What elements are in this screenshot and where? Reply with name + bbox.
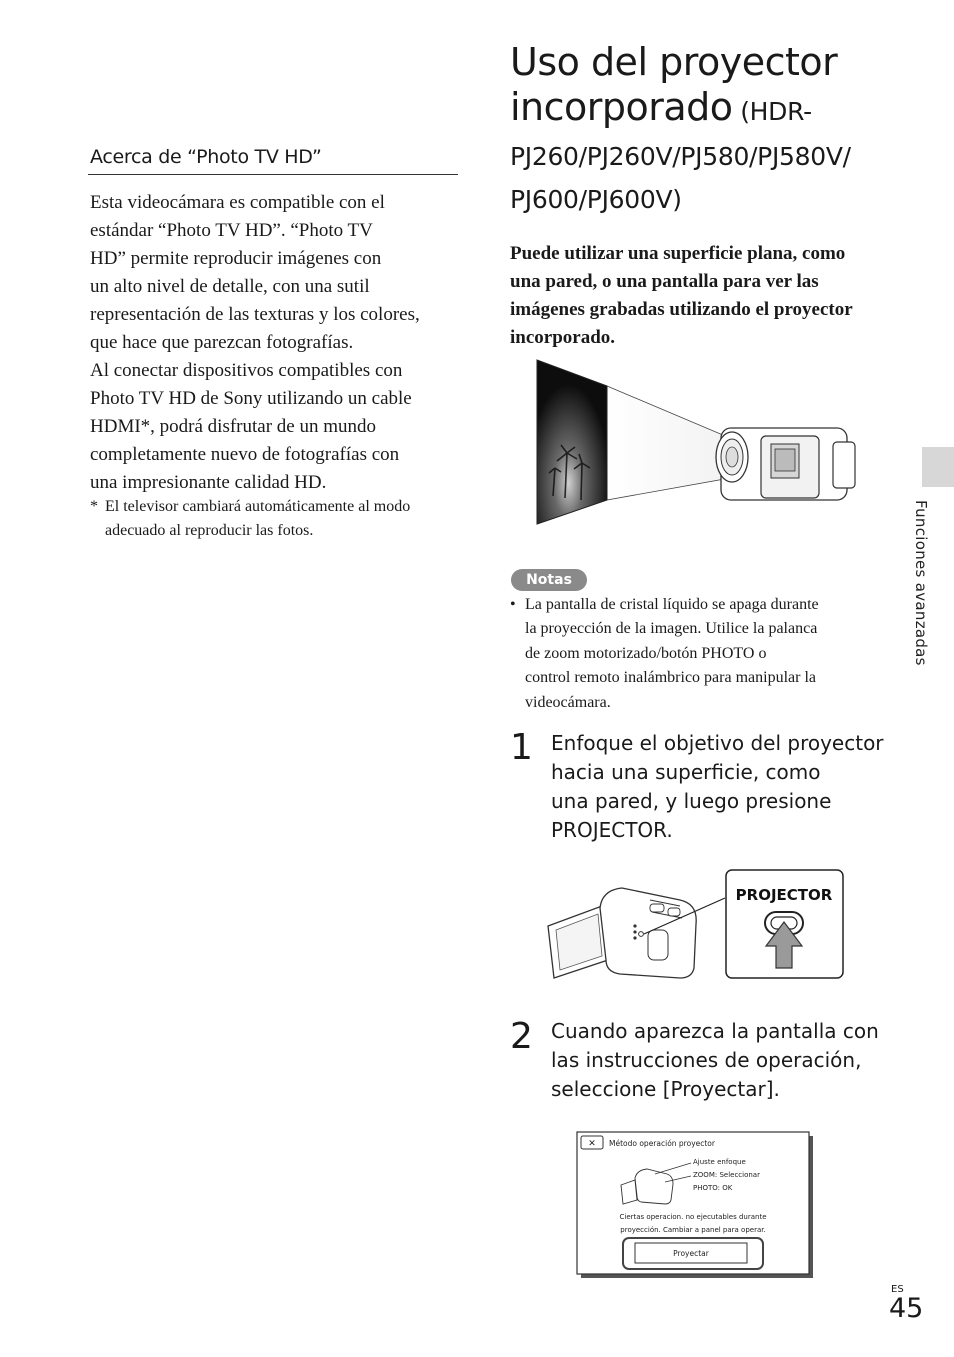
- body-line: completamente nuevo de fotografías con: [90, 444, 400, 465]
- body-line: HD” permite reproducir imágenes con: [90, 248, 382, 269]
- step-line: Enfoque el objetivo del proyector: [551, 731, 884, 755]
- projector-button-label: PROJECTOR: [735, 886, 833, 904]
- section-divider: [88, 174, 458, 175]
- lcd-screen-drawing: [575, 1130, 815, 1280]
- body-line: representación de las texturas y los colores,: [90, 304, 420, 325]
- projector-drawing: [535, 358, 865, 528]
- note-line: videocámara.: [525, 693, 611, 711]
- intro-line: Puede utilizar una superficie plana, como: [510, 243, 846, 264]
- note-line: La pantalla de cristal líquido se apaga durante: [525, 596, 819, 613]
- step-line: las instrucciones de operación,: [551, 1048, 862, 1072]
- intro-line: incorporado.: [510, 327, 616, 348]
- screen-illustration: [575, 1130, 815, 1280]
- bullet-icon: •: [510, 596, 516, 613]
- title-model-line: PJ260/PJ260V/PJ580/PJ580V/: [510, 142, 851, 171]
- close-symbol: ✕: [588, 1139, 596, 1149]
- camera-illustration: [540, 868, 850, 983]
- screen-info-line: PHOTO: OK: [693, 1184, 733, 1192]
- body-line: que hace que parezcan fotografías.: [90, 332, 354, 353]
- page-title: [510, 40, 930, 223]
- title-line: incorporado: [510, 85, 733, 129]
- screen-header: Método operación proyector: [609, 1139, 715, 1148]
- proyectar-button-label: Proyectar: [673, 1249, 709, 1258]
- screen-info-line: Ajuste enfoque: [693, 1158, 746, 1166]
- screen-info-line: ZOOM: Seleccionar: [693, 1171, 760, 1179]
- notes-badge: Notas: [511, 569, 587, 591]
- footnote-mark: *: [90, 498, 98, 515]
- body-line: estándar “Photo TV HD”. “Photo TV: [90, 220, 373, 241]
- footnote-line: adecuado al reproducir las fotos.: [105, 522, 314, 539]
- side-section-label: [912, 500, 936, 700]
- screen-warning-line: proyección. Cambiar a panel para operar.: [620, 1226, 766, 1234]
- step-line: Cuando aparezca la pantalla con: [551, 1019, 879, 1043]
- title-line: Uso del proyector: [510, 40, 838, 84]
- footnote: [90, 495, 462, 543]
- step-number: 2: [510, 1016, 533, 1057]
- body-line: Photo TV HD de Sony utilizando un cable: [90, 388, 412, 409]
- screen-warning-line: Ciertas operacion. no ejecutables durante: [619, 1213, 767, 1221]
- projector-illustration: [535, 358, 865, 528]
- step-line: una pared, y luego presione: [551, 789, 832, 813]
- step-line: hacia una superficie, como: [551, 760, 821, 784]
- note-item: [510, 593, 870, 715]
- section-heading: Acerca de “Photo TV HD”: [90, 146, 322, 168]
- body-line: HDMI*, podrá disfrutar de un mundo: [90, 416, 377, 437]
- step-number: 1: [510, 727, 533, 768]
- side-label-text: Funciones avanzadas: [912, 500, 930, 666]
- title-model-line: PJ600/PJ600V): [510, 185, 682, 214]
- title-model: (HDR-: [732, 97, 812, 126]
- page-number: 45: [889, 1293, 924, 1324]
- language-code: ES: [891, 1284, 904, 1295]
- intro-text: [510, 240, 890, 352]
- camera-drawing: [540, 868, 850, 983]
- section-tab: [922, 447, 954, 487]
- intro-line: una pared, o una pantalla para ver las: [510, 271, 819, 292]
- note-line: control remoto inalámbrico para manipular la: [525, 669, 816, 687]
- body-line: Al conectar dispositivos compatibles con: [90, 360, 403, 381]
- step-line: seleccione [Proyectar].: [551, 1077, 780, 1101]
- step-instruction: [551, 729, 886, 845]
- intro-line: imágenes grabadas utilizando el proyector: [510, 299, 853, 320]
- footnote-line: El televisor cambiará automáticamente al modo: [105, 498, 411, 515]
- body-line: un alto nivel de detalle, con una sutil: [90, 276, 370, 297]
- body-line: una impresionante calidad HD.: [90, 472, 327, 493]
- body-line: Esta videocámara es compatible con el: [90, 192, 385, 213]
- section-body: [90, 189, 458, 497]
- step-line: PROJECTOR.: [551, 818, 673, 842]
- step-instruction: [551, 1017, 886, 1104]
- note-line: la proyección de la imagen. Utilice la palanca: [525, 620, 818, 638]
- note-line: de zoom motorizado/botón PHOTO o: [525, 644, 767, 662]
